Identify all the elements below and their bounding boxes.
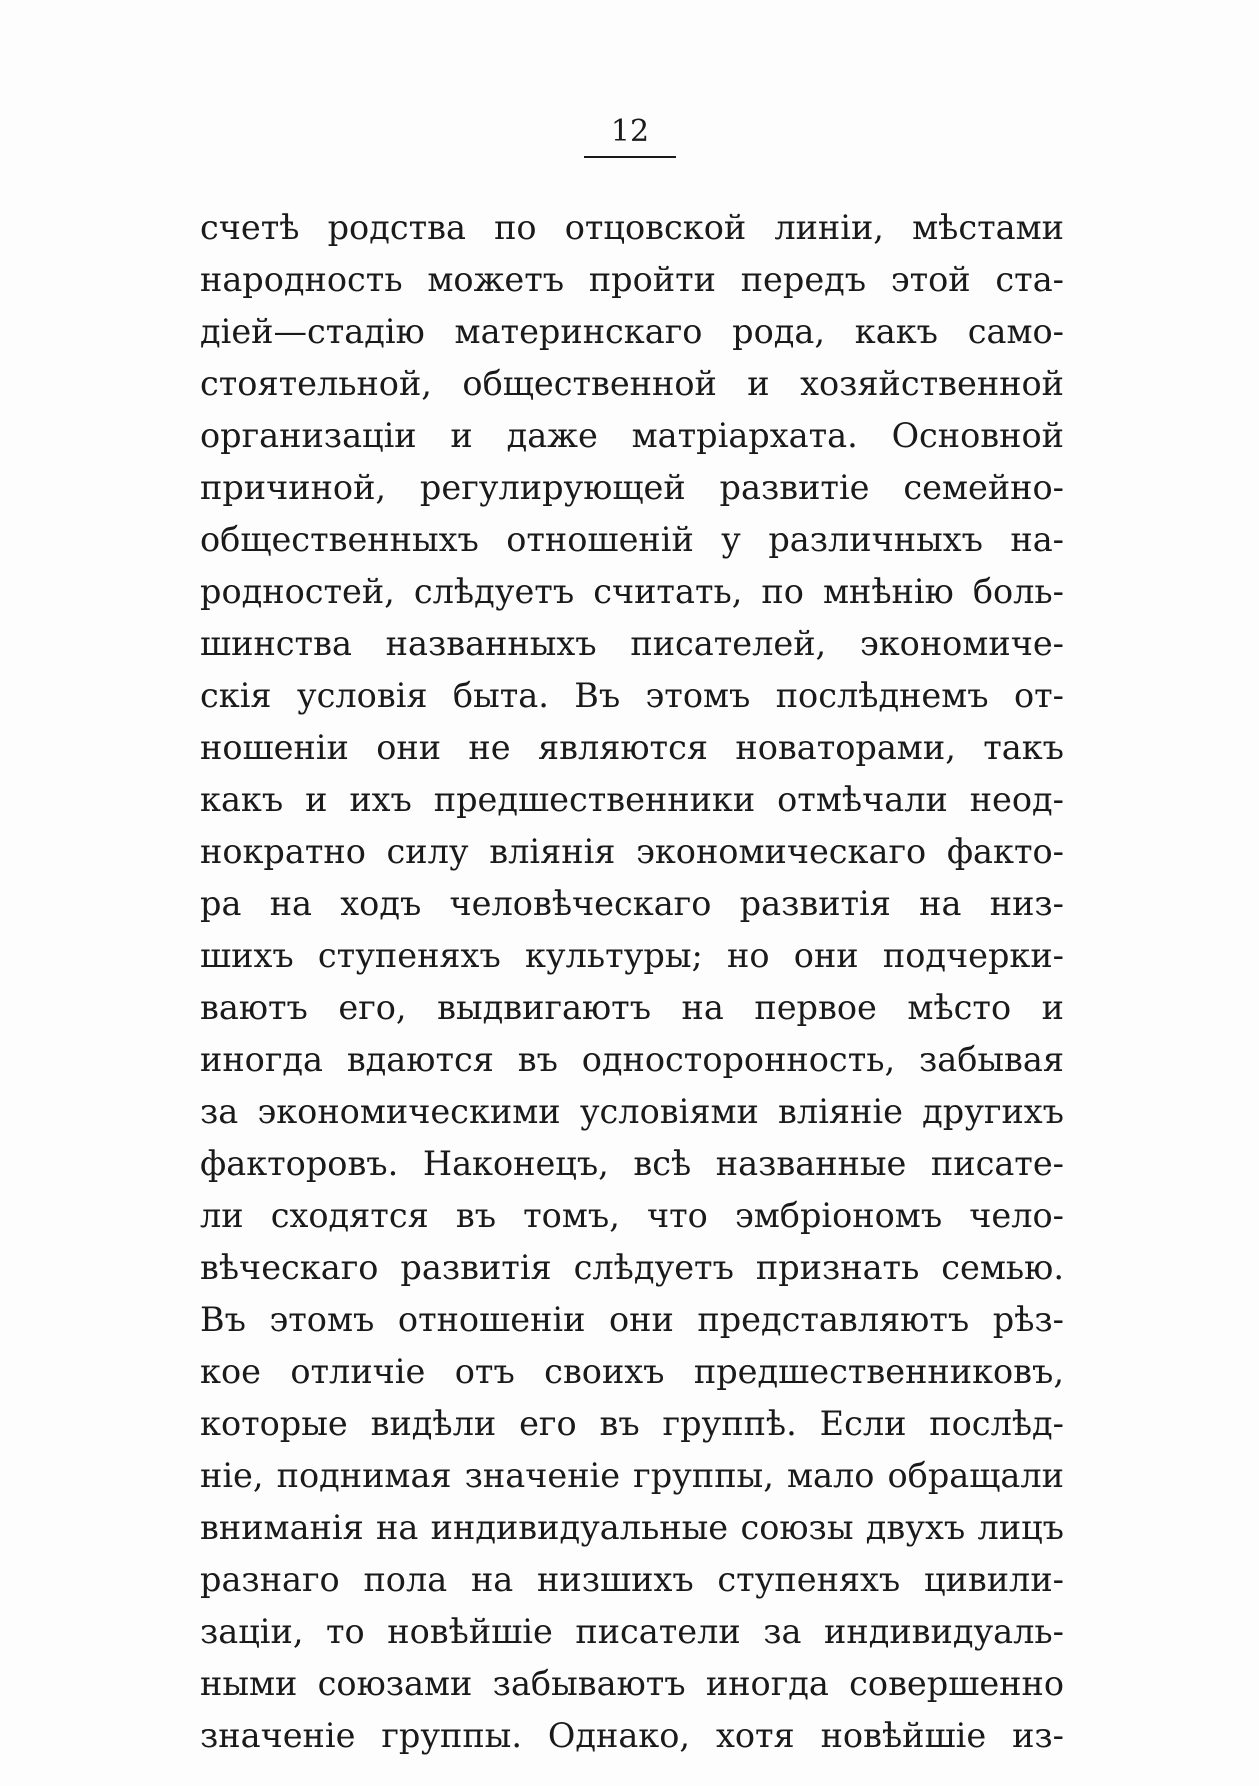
text-line: иногда вдаются въ односторонность, забывая bbox=[200, 1040, 1064, 1079]
text-line: ніе, поднимая значеніе группы, мало обращали bbox=[200, 1456, 1064, 1495]
text-line: причиной, регулирующей развитіе семейно- bbox=[200, 468, 1064, 507]
text-line: кое отличіе отъ своихъ предшественниковъ, bbox=[200, 1352, 1064, 1391]
text-line: значеніе группы. Однако, хотя новѣйшіе из- bbox=[200, 1716, 1064, 1755]
body-text bbox=[200, 202, 1064, 1762]
text-line: ными союзами забываютъ иногда совершенно bbox=[200, 1664, 1064, 1703]
text-line: счетѣ родства по отцовской линіи, мѣстами bbox=[200, 208, 1064, 247]
text-line: ра на ходъ человѣческаго развитія на низ- bbox=[200, 884, 1064, 923]
text-line: за экономическими условіями вліяніе другихъ bbox=[200, 1092, 1064, 1131]
text-line: разнаго пола на низшихъ ступеняхъ цивили- bbox=[200, 1560, 1064, 1599]
text-line: шинства названныхъ писателей, экономиче- bbox=[200, 624, 1064, 663]
page-number-rule bbox=[584, 156, 676, 158]
text-line: ваютъ его, выдвигаютъ на первое мѣсто и bbox=[200, 988, 1064, 1027]
text-line: организаціи и даже матріархата. Основной bbox=[200, 416, 1064, 455]
text-line: стоятельной, общественной и хозяйственной bbox=[200, 364, 1064, 403]
text-line: факторовъ. Наконецъ, всѣ названные писате- bbox=[200, 1144, 1064, 1183]
text-line: вниманія на индивидуальные союзы двухъ лицъ bbox=[200, 1508, 1064, 1547]
text-line: вѣческаго развитія слѣдуетъ признать семью. bbox=[200, 1248, 1064, 1287]
text-line: Въ этомъ отношеніи они представляютъ рѣз- bbox=[200, 1300, 1064, 1339]
text-line: скія условія быта. Въ этомъ послѣднемъ от- bbox=[200, 676, 1064, 715]
text-line: народность можетъ пройти передъ этой ста- bbox=[200, 260, 1064, 299]
page-number: 12 bbox=[610, 114, 650, 149]
text-line: общественныхъ отношеній у различныхъ на- bbox=[200, 520, 1064, 559]
text-line: ли сходятся въ томъ, что эмбріономъ чело- bbox=[200, 1196, 1064, 1235]
text-line: родностей, слѣдуетъ считать, по мнѣнію боль- bbox=[200, 572, 1064, 611]
text-line: шихъ ступеняхъ культуры; но они подчерки- bbox=[200, 936, 1064, 975]
text-line: которые видѣли его въ группѣ. Если послѣд- bbox=[200, 1404, 1064, 1443]
text-line: діей—стадію материнскаго рода, какъ само- bbox=[200, 312, 1064, 351]
text-line: нократно силу вліянія экономическаго факто- bbox=[200, 832, 1064, 871]
text-line: заціи, то новѣйшіе писатели за индивидуаль- bbox=[200, 1612, 1064, 1651]
text-line: какъ и ихъ предшественники отмѣчали неод- bbox=[200, 780, 1064, 819]
text-line: ношеніи они не являются новаторами, такъ bbox=[200, 728, 1064, 767]
